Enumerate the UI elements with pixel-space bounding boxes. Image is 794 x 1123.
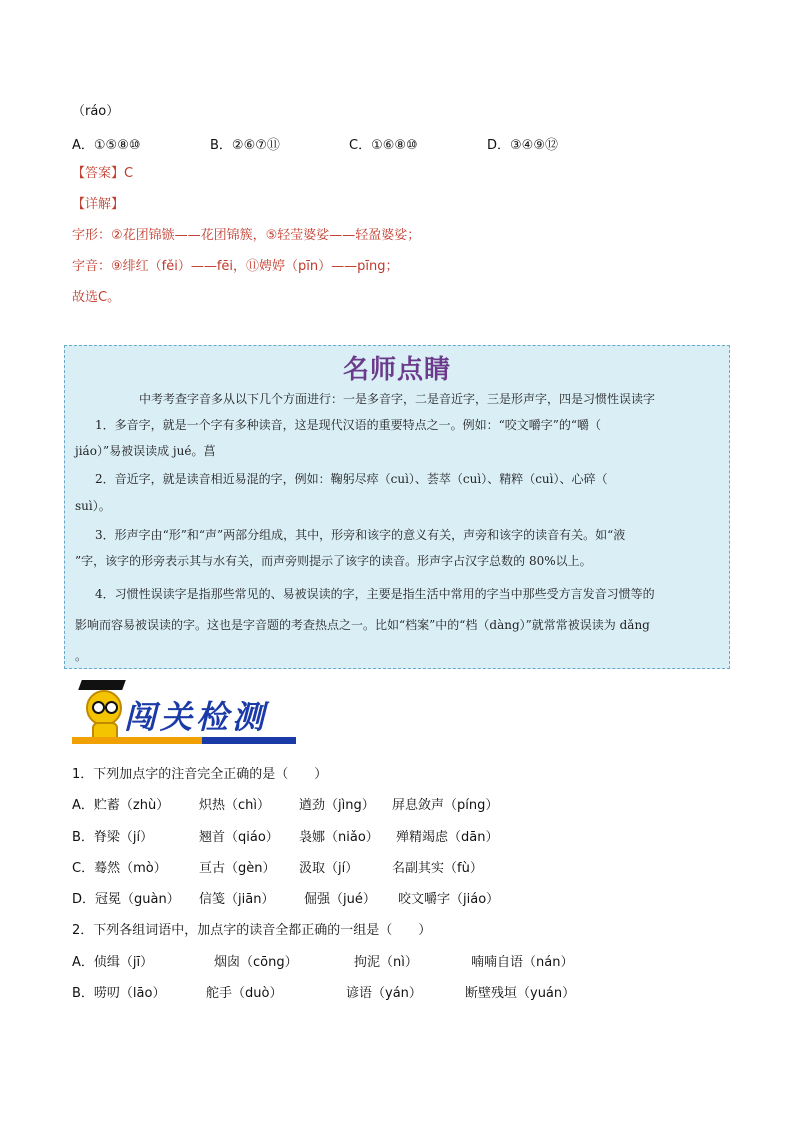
tip-intro: 中考考查字音多从以下几个方面进行：一是多音字，二是音近字，三是形声字，四是习惯性误读字 [138,392,655,406]
q2-b-1: B．唠叨（lāo） [72,986,166,1001]
detail-ziyin: 字音：⑨绯红（fěi）——fēi，⑪娉婷（pīn）——pīng； [72,259,399,274]
q2-a-2: 烟囱（cōng） [214,955,298,970]
q1-c-4: 名副其实（fù） [392,861,483,876]
graduation-cap-icon [78,680,126,690]
tip-title: 名师点睛 [342,355,451,385]
q1-a-3: 遒劲（jìng） [299,798,375,813]
q1-a-2: 炽热（chì） [199,798,270,813]
choice-b: B．②⑥⑦⑪ [210,138,280,153]
choice-c: C．①⑥⑧⑩ [349,138,418,153]
tip-p2b: suì）。 [75,499,111,513]
section-title: 闯关检测 [124,698,269,736]
tip-p1a: 1．多音字，就是一个字有多种读音，这是现代汉语的重要特点之一。例如：“咬文嚼字”的“嚼（ [95,418,602,432]
answer-line: 【答案】C [72,166,134,181]
q1-stem: 1．下列加点字的注音完全正确的是（ ） [72,767,328,782]
q1-d-3: 倔强（jué） [304,892,376,907]
choice-d: D．③④⑨⑫ [487,138,558,153]
detail-conclusion: 故选C。 [72,290,121,305]
q2-b-4: 断壁残垣（yuán） [465,986,576,1001]
tip-box [64,345,730,669]
q1-c-2: 亘古（gèn） [199,861,276,876]
tip-p1b: jiáo）”易被误读成 jué。菖 [75,444,216,458]
section-underline [72,737,296,744]
q2-b-2: 舵手（duò） [206,986,283,1001]
q1-d-2: 信笺（jiān） [199,892,275,907]
tip-p4c: 。 [75,649,88,663]
tip-p4b: 影响而容易被误读的字。这也是字音题的考查热点之一。比如“档案”中的“档（dàng）”就常常被误读为 dǎng [75,618,650,632]
q1-d-1: D．冠冕（guàn） [72,892,180,907]
tip-p2a: 2．音近字，就是读音相近易混的字，例如：鞠躬尽瘁（cuì）、荟萃（cuì）、精粹（cuì）、心碎（ [95,472,608,486]
tip-p4a: 4．习惯性误读字是指那些常见的、易被误读的字，主要是指生活中常用的字当中那些受方言发音习惯等的 [95,587,655,601]
choice-a: A．①⑤⑧⑩ [72,138,141,153]
q1-c-3: 汲取（jí） [299,861,359,876]
detail-label: 【详解】 [72,197,125,212]
q2-a-1: A．侦缉（jī） [72,955,154,970]
pinyin-rao: （ráo） [72,104,120,119]
tip-p3a: 3．形声字由“形”和“声”两部分组成，其中，形旁和该字的意义有关，声旁和该字的读音有关。如“液 [95,528,626,542]
q1-b-2: 翘首（qiáo） [199,830,279,845]
q1-b-3: 袅娜（niǎo） [299,830,379,845]
q2-a-3: 拘泥（nì） [354,955,418,970]
mascot-icon [86,690,122,726]
tip-p3b: ”字，该字的形旁表示其与水有关，而声旁则提示了该字的读音。形声字占汉字总数的 80%以上。 [75,554,592,568]
q2-stem: 2．下列各组词语中，加点字的读音全都正确的一组是（ ） [72,923,432,938]
detail-zixing: 字形：②花团锦镞——花团锦簇，⑤轻莹婆娑——轻盈婆娑； [72,228,421,243]
q2-a-4: 喃喃自语（nán） [471,955,574,970]
q1-c-1: C．蓦然（mò） [72,861,167,876]
q1-d-4: 咬文嚼字（jiáo） [398,892,500,907]
q1-b-1: B．脊梁（jí） [72,830,154,845]
q2-b-3: 谚语（yán） [346,986,422,1001]
q1-b-4: 殚精竭虑（dān） [396,830,499,845]
q1-a-1: A．贮蓄（zhù） [72,798,170,813]
q1-a-4: 屏息敛声（píng） [392,798,499,813]
